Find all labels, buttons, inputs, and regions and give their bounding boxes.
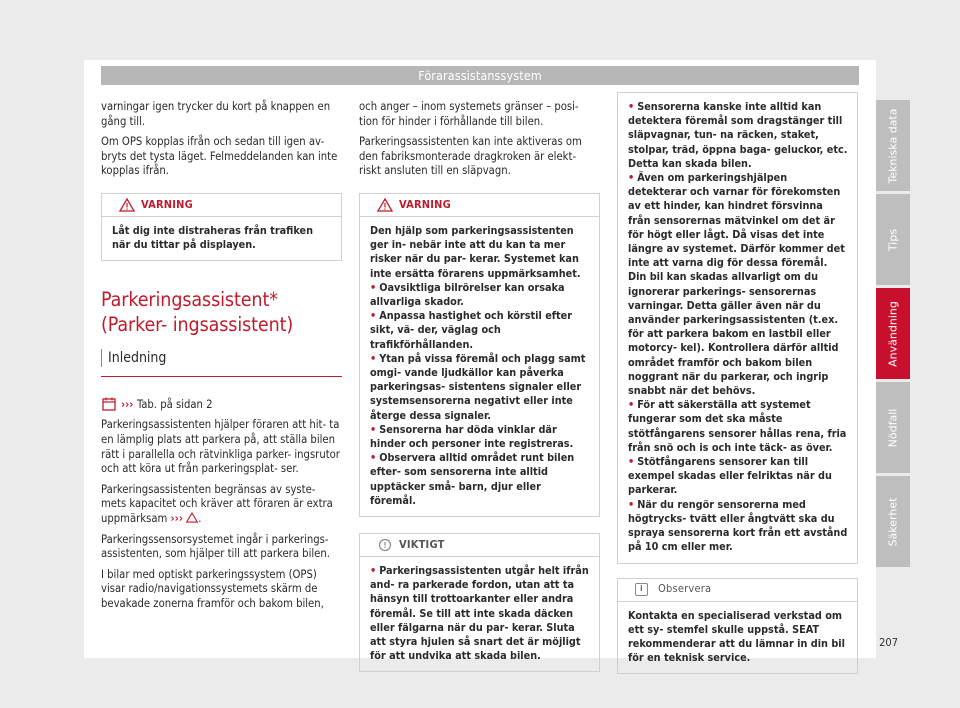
important-label: VIKTIGT [399,537,445,551]
warning-header [360,194,599,217]
list-item-text: Sensorerna kanske inte alltid kan detektera föremål som dragstänger till släpvagnar, tun- na räcken, staket, stolpar, träd, öppna baga- geluckor, etc. Detta kan skada bilen. [628,100,848,170]
column-3 [617,100,858,674]
warning-label: VARNING [399,197,451,211]
paragraph: och anger – inom systemets gränser – posi- tion för hinder i förhållande till bilen. [359,100,579,128]
bullet-icon: • [370,309,377,323]
warning-text: Låt dig inte distraheras från trafiken när du tittar på displayen. [112,223,314,252]
book-icon [101,397,117,412]
list-item-text: Stötfångarens sensorer kan till exempel skadas eller felriktas när du parkerar. [628,455,832,497]
note-text: Kontakta en specialiserad verkstad om ett sy- stemfel skulle uppstå. SEAT rekommenderar att du lämnar in din bil för en teknisk service. [628,608,845,665]
info-icon: i [635,583,648,596]
paragraph: Parkeringsassistenten kan inte aktiveras om den fabriksmonterade dragkroken är elekt- riskt ansluten till en släpvagn. [359,135,582,178]
cross-reference[interactable] [101,397,342,412]
tab-label: Användning [886,300,900,367]
paragraph: varningar igen trycker du kort på knappen en gång till. [101,100,331,128]
tab-label: Tekniska data [886,108,900,183]
section-title: Parkeringsassistent* (Parker- ingsassistent) [101,288,294,337]
divider [101,376,342,377]
warning-triangle-icon [377,198,393,212]
list-item-text: För att säkerställa att systemet fungerar som det ska måste stötfångarens sensorer hållas rena, fria från snö och is och inte täck- as över. [628,398,847,454]
list-item [370,352,590,423]
warning-continued-box [617,92,858,564]
tab-sakerhet[interactable] [876,476,910,567]
tab-tekniska-data[interactable] [876,100,910,191]
list-item [370,423,590,451]
list-item-text: Oavsiktliga bilrörelser kan orsaka allvarliga skador. [370,280,565,308]
page-number: 207 [879,636,898,649]
warning-triangle-icon [186,512,198,523]
list-item-text: Anpassa hastighet och körstil efter sikt, vä- der, väglag och trafikförhållanden. [370,309,573,351]
tab-nodfall[interactable] [876,382,910,473]
list-item-text: När du rengör sensorerna med högtrycks- tvätt eller ångtvätt ska du spraya sensorerna kort från ett avstånd på 10 cm eller mer. [628,497,848,554]
warning-triangle-icon [119,198,135,212]
tab-label: Nödfall [886,408,900,447]
list-item [628,498,848,555]
chevrons-icon: ››› [170,511,183,525]
tab-label: Säkerhet [886,497,900,546]
subsection-heading: Inledning [101,349,342,367]
list-item-text: Även om parkeringshjälpen detekterar och varnar för förekomsten av ett hinder, kan hindret försvinna från sensorernas mätvinkel om det är för högt eller lågt. Då visas det inte längre av systemet. Därför kommer det inte att varna dig för dessa föremål. Din bil kan skadas allvarligt om du ignorerar parkerings- sensorernas varningar. Detta gäller även när du använder parkeringsassistenten (t.ex. för att parkera bakom en lastbil eller motorcy- kel). Kontrollera därför alltid området framför och bakom bilen noggrant när du parkerar, och ingrip snabbt när det behövs. [628,171,845,398]
tab-anvandning[interactable] [876,288,910,379]
important-header [360,534,599,557]
reference-text: Tab. på sidan 2 [136,397,213,411]
bullet-icon: • [370,451,377,465]
bullet-icon: • [628,455,635,469]
paragraph: I bilar med optiskt parkeringssystem (OPS) visar radio/navigationssystemets skärm de bevakade zonerna framför och bakom bilen, [101,567,324,610]
list-item [628,398,848,455]
warning-box [359,193,600,517]
list-item-text: Parkeringsassistenten utgår helt ifrån and- ra parkerade fordon, utan att ta hänsyn till trottoarkanter eller andra föremål. Se till att inte skada däcken eller fälgarna när du par- kerar. Sluta att styra hjulen så snart det är möjligt för att undvika att skada bilen. [370,564,589,663]
warning-box [101,193,342,261]
paragraph: Om OPS kopplas ifrån och sedan till igen av- bryts det tysta läget. Felmeddelanden kan inte kopplas ifrån. [101,135,338,178]
list-item [628,100,848,171]
list-item [628,455,848,498]
warning-label: VARNING [141,197,193,211]
note-box [617,578,858,675]
section-tabs [876,100,910,570]
list-item-text: Ytan på vissa föremål och plagg samt omgi- vande ljudkällor kan påverka parkeringsas- sistentens signaler eller systemsensorerna negativt eller inte återge dessa signaler. [370,351,586,422]
list-item-text: Observera alltid området runt bilen efter- som sensorerna inte alltid upptäcker små- barn, djur eller föremål. [370,451,575,507]
chapter-header: Förarassistanssystem [101,66,859,85]
important-box [359,533,600,672]
paragraph: Parkeringsassistenten begränsas av syste- mets kapacitet och kräver att föraren är extra uppmärksam ››› . [101,482,333,525]
list-item [370,451,590,508]
list-item-text: Sensorerna har döda vinklar där hinder och personer inte registreras. [370,422,574,451]
paragraph: Parkeringsassistenten hjälper föraren att hit- ta en lämplig plats att parkera på, att ställa bilen rätt i parallella och rätvinkliga parker- ingsrutor och att köra ut från parkeringsplat- ser. [101,418,340,476]
bullet-icon: • [370,280,377,294]
bullet-icon: • [370,422,377,436]
warning-intro: Den hjälp som parkeringsassistenten ger in- nebär inte att du kan ta mer risker när du par- kerar. Systemet kan inte ersätta förarens uppmärksamhet. [370,223,581,280]
warning-body [360,217,599,516]
list-item [628,171,848,398]
chevrons-icon: ››› [121,397,137,411]
tab-label: Tips [886,228,900,251]
warning-continued-body [618,93,857,563]
bullet-icon: • [628,398,635,412]
bullet-icon: • [628,497,635,511]
column-2 [359,100,600,672]
list-item [370,309,590,352]
bullet-icon: • [628,171,635,185]
warning-header [102,194,341,217]
bullet-icon: • [370,351,377,365]
tab-tips[interactable] [876,194,910,285]
paragraph-text: Parkeringsassistenten begränsas av syste- mets kapacitet och kräver att föraren är extra uppmärksam [101,482,333,525]
bullet-icon: • [628,100,635,113]
info-circle-icon [377,538,393,552]
paragraph: Parkeringssensorsystemet ingår i parkerings- assistenten, som hjälper till att parkera bilen. [101,532,330,561]
important-body [360,557,599,671]
note-header [618,579,857,602]
list-item [370,564,590,663]
note-label: Observera [658,582,712,596]
column-1 [101,100,342,618]
bullet-icon: • [370,564,377,578]
list-item [370,281,590,309]
